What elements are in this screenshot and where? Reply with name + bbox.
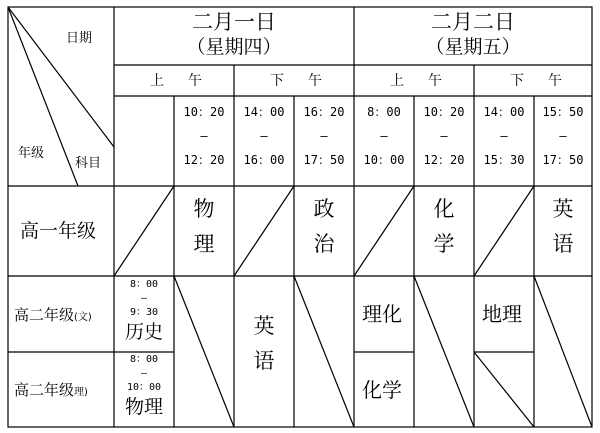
am-label-day1-b: 午 [188, 73, 202, 89]
time-slot-start: 14：00 [243, 105, 285, 119]
subject-char: 治 [313, 232, 335, 256]
time-slot-end: 12：20 [183, 153, 225, 167]
time-slot-dash: — [200, 129, 208, 143]
row-label-text: 高二年级 [14, 306, 75, 324]
time-slot-dash: — [500, 129, 508, 143]
subject-char: 物 [193, 197, 215, 221]
subject-char: 语 [552, 232, 574, 256]
time-slot-5 [414, 106, 474, 166]
time-slot-dash: — [140, 293, 148, 304]
corner-grade-label: 年级 [18, 146, 45, 161]
time-slot-end: 9：30 [129, 307, 159, 318]
time-slot-dash: — [140, 368, 148, 379]
subject-char: 英 [253, 314, 275, 338]
subject-politics-g1 [294, 199, 354, 255]
time-slot-start: 16：20 [303, 105, 345, 119]
time-slot-dash: — [380, 129, 388, 143]
subject-char: 化 [433, 197, 455, 221]
subject-chemistry-g1 [414, 199, 474, 255]
time-slot-end: 15：30 [483, 153, 525, 167]
time-slot-end: 17：50 [542, 153, 584, 167]
date-day1-weekday: （星期四） [186, 36, 282, 58]
extra-exam-history [114, 280, 174, 342]
row-label-text: 高二年级 [14, 381, 75, 399]
row-label-grade2-arts [14, 307, 92, 323]
subject-char: 理 [193, 232, 215, 256]
subject-geography-g2-arts: 地理 [482, 302, 522, 326]
pm-label-day1-a: 下 [270, 73, 284, 89]
time-slot-dash: — [260, 129, 268, 143]
am-label-day1-a: 上 [150, 73, 164, 89]
time-slot-end: 17：50 [303, 153, 345, 167]
date-day2-title: 二月二日 [431, 10, 515, 34]
time-slot-start: 10：20 [423, 105, 465, 119]
date-header-day1 [114, 12, 354, 57]
am-label-day2-b: 午 [428, 73, 442, 89]
subject-chemistry-g2-sci: 化学 [362, 378, 402, 402]
date-day1-title: 二月一日 [192, 10, 276, 34]
extra-exam-physics [114, 355, 174, 417]
extra-subject: 历史 [124, 321, 163, 343]
time-slot-end: 10：00 [126, 382, 162, 393]
row-label-suffix: (文) [74, 312, 92, 323]
date-day2-weekday: （星期五） [425, 36, 521, 58]
time-slot-end: 10：00 [363, 153, 405, 167]
time-slot-dash: — [440, 129, 448, 143]
corner-date-label: 日期 [66, 31, 93, 46]
time-slot-end: 16：00 [243, 153, 285, 167]
date-header-day2 [354, 12, 592, 57]
row-label-grade1: 高一年级 [20, 220, 97, 242]
pm-label-day2-b: 午 [548, 73, 562, 89]
subject-char: 语 [253, 349, 275, 373]
extra-subject: 物理 [124, 396, 163, 418]
time-slot-6 [474, 106, 534, 166]
subject-physics-g1 [174, 199, 234, 255]
subject-char: 学 [433, 232, 455, 256]
time-slot-3 [294, 106, 354, 166]
pm-label-day2-a: 下 [510, 73, 524, 89]
time-slot-dash: — [320, 129, 328, 143]
pm-label-day1-b: 午 [308, 73, 322, 89]
time-slot-dash: — [559, 129, 567, 143]
subject-english-g1 [534, 199, 592, 255]
time-slot-start: 14：00 [483, 105, 525, 119]
row-label-suffix: 理) [74, 387, 88, 398]
subject-lihua-g2-arts: 理化 [362, 302, 402, 326]
row-label-grade2-sci [14, 382, 88, 398]
time-slot-2 [234, 106, 294, 166]
time-slot-start: 10：20 [183, 105, 225, 119]
time-slot-start: 8：00 [367, 105, 401, 119]
time-slot-4 [354, 106, 414, 166]
subject-char: 政 [313, 197, 335, 221]
time-slot-start: 8：00 [129, 354, 159, 365]
am-label-day2-a: 上 [390, 73, 404, 89]
time-slot-start: 8：00 [129, 279, 159, 290]
time-slot-1 [174, 106, 234, 166]
subject-char: 英 [552, 197, 574, 221]
corner-subject-label: 科目 [75, 156, 102, 171]
subject-english-g2 [234, 316, 294, 372]
time-slot-end: 12：20 [423, 153, 465, 167]
time-slot-7 [534, 106, 592, 166]
time-slot-start: 15：50 [542, 105, 584, 119]
